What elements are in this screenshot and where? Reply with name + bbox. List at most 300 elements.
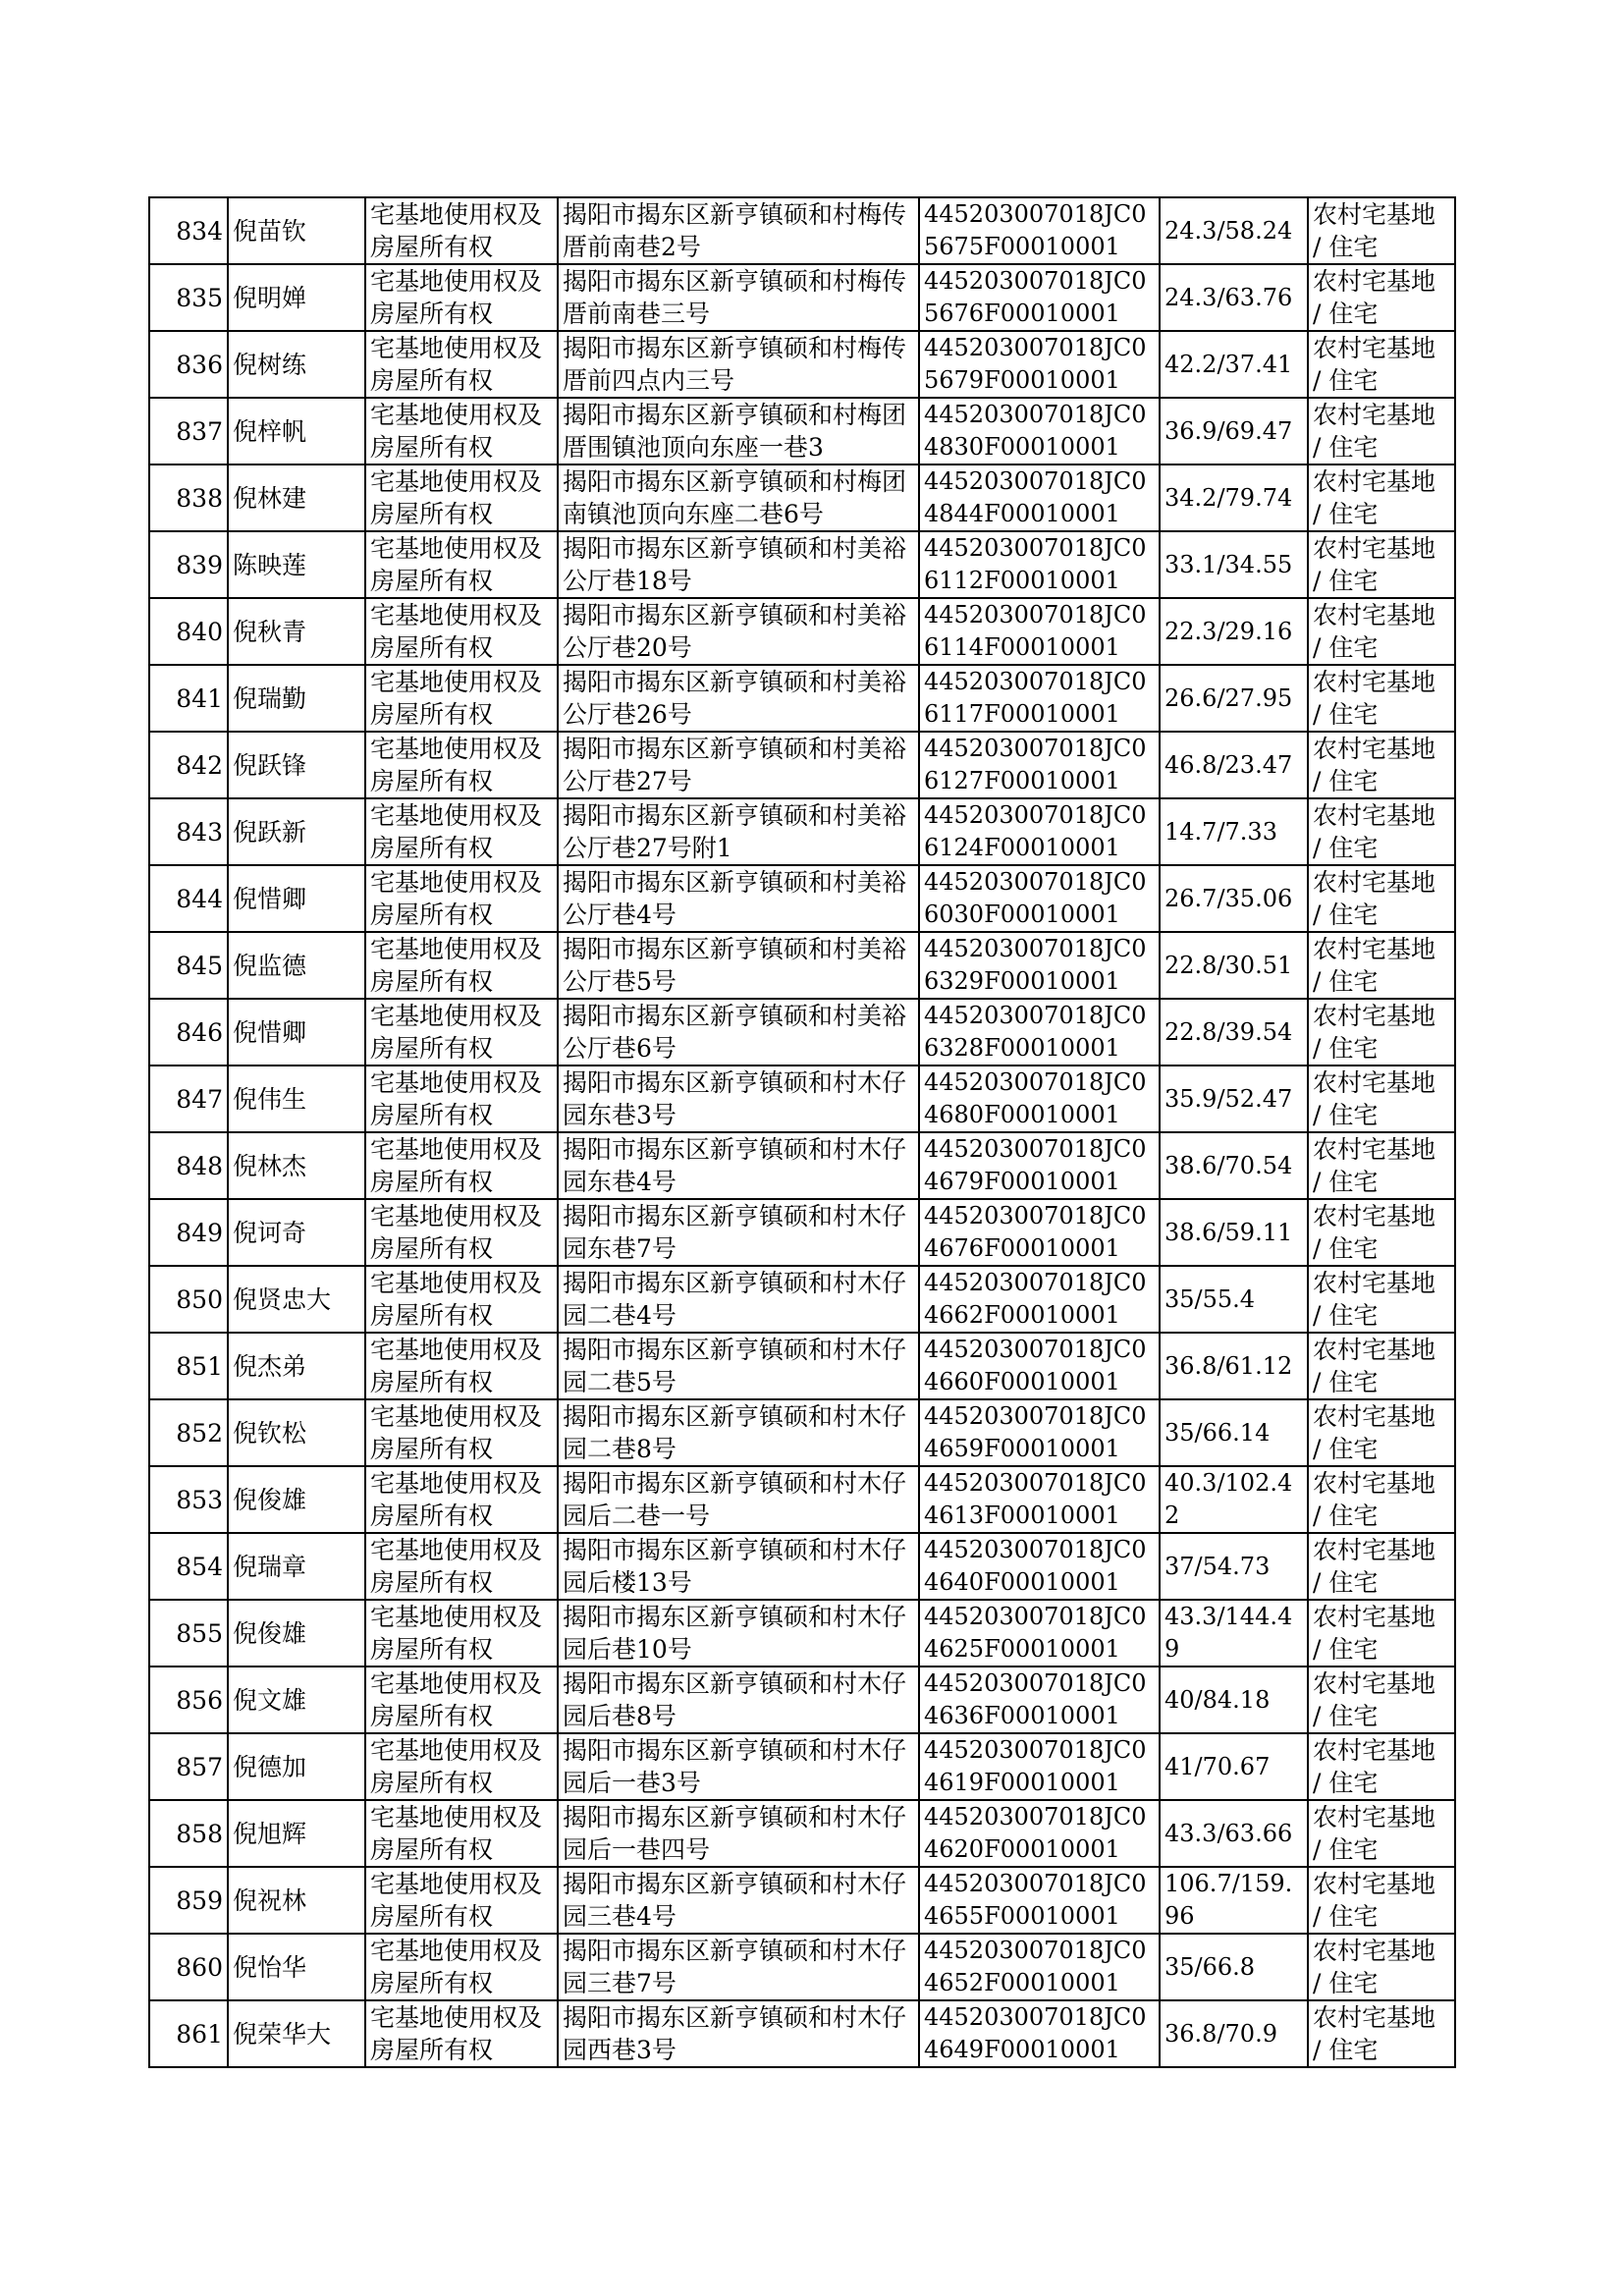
right-type-text: 宅基地使用权及房屋所有权 bbox=[370, 1736, 543, 1797]
unit-code bbox=[919, 865, 1160, 932]
table-row bbox=[149, 1132, 1455, 1199]
land-use bbox=[1308, 1600, 1455, 1667]
property-address bbox=[558, 865, 919, 932]
right-type bbox=[365, 598, 558, 665]
table-row bbox=[149, 1733, 1455, 1800]
property-address-text: 揭阳市揭东区新亨镇硕和村木仔园二巷4号 bbox=[563, 1269, 907, 1330]
unit-code bbox=[919, 331, 1160, 398]
area-value bbox=[1160, 264, 1308, 331]
right-type-text: 宅基地使用权及房屋所有权 bbox=[370, 267, 543, 328]
land-use bbox=[1308, 1667, 1455, 1733]
right-type bbox=[365, 1399, 558, 1466]
land-use-text: 农村宅基地 / 住宅 bbox=[1313, 1603, 1436, 1664]
land-use-text: 农村宅基地 / 住宅 bbox=[1313, 1135, 1436, 1196]
right-type-text: 宅基地使用权及房屋所有权 bbox=[370, 601, 543, 662]
owner-name-text: 倪钦松 bbox=[233, 1418, 307, 1448]
land-use-text: 农村宅基地 / 住宅 bbox=[1313, 2003, 1436, 2064]
right-type-text: 宅基地使用权及房屋所有权 bbox=[370, 1803, 543, 1864]
row-number-text: 857 bbox=[176, 1752, 223, 1781]
unit-code bbox=[919, 1533, 1160, 1600]
area-value-text: 34.2/79.74 bbox=[1164, 483, 1293, 512]
unit-code bbox=[919, 999, 1160, 1066]
property-address bbox=[558, 331, 919, 398]
table-row bbox=[149, 531, 1455, 598]
right-type bbox=[365, 197, 558, 264]
land-use-text: 农村宅基地 / 住宅 bbox=[1313, 1402, 1436, 1463]
unit-code-text: 445203007018JC04659F00010001 bbox=[924, 1402, 1147, 1462]
table-row bbox=[149, 932, 1455, 999]
land-use bbox=[1308, 2000, 1455, 2067]
row-number bbox=[149, 1667, 228, 1733]
owner-name bbox=[228, 1667, 365, 1733]
right-type-text: 宅基地使用权及房屋所有权 bbox=[370, 1870, 543, 1931]
row-number bbox=[149, 398, 228, 464]
area-value bbox=[1160, 1333, 1308, 1399]
owner-name bbox=[228, 1066, 365, 1132]
owner-name bbox=[228, 197, 365, 264]
row-number bbox=[149, 1733, 228, 1800]
property-address-text: 揭阳市揭东区新亨镇硕和村木仔园东巷4号 bbox=[563, 1135, 907, 1196]
property-address bbox=[558, 1600, 919, 1667]
land-use bbox=[1308, 531, 1455, 598]
right-type bbox=[365, 531, 558, 598]
unit-code bbox=[919, 1466, 1160, 1533]
unit-code-text: 445203007018JC06117F00010001 bbox=[924, 668, 1147, 728]
table-row bbox=[149, 1199, 1455, 1266]
area-value-text: 43.3/144.49 bbox=[1164, 1603, 1293, 1663]
unit-code bbox=[919, 1867, 1160, 1934]
right-type bbox=[365, 1667, 558, 1733]
table-row bbox=[149, 865, 1455, 932]
land-use bbox=[1308, 398, 1455, 464]
row-number bbox=[149, 1800, 228, 1867]
land-use bbox=[1308, 464, 1455, 531]
right-type bbox=[365, 264, 558, 331]
row-number-text: 849 bbox=[176, 1218, 223, 1247]
property-address-text: 揭阳市揭东区新亨镇硕和村梅传厝前南巷三号 bbox=[563, 267, 907, 328]
property-address bbox=[558, 1399, 919, 1466]
owner-name-text: 倪瑞章 bbox=[233, 1552, 307, 1581]
right-type bbox=[365, 798, 558, 865]
property-address-text: 揭阳市揭东区新亨镇硕和村木仔园东巷7号 bbox=[563, 1202, 907, 1263]
unit-code-text: 445203007018JC04655F00010001 bbox=[924, 1870, 1147, 1930]
unit-code bbox=[919, 398, 1160, 464]
property-address bbox=[558, 464, 919, 531]
land-use bbox=[1308, 1800, 1455, 1867]
row-number-text: 839 bbox=[176, 550, 223, 579]
owner-name-text: 倪文雄 bbox=[233, 1685, 307, 1715]
unit-code-text: 445203007018JC04844F00010001 bbox=[924, 467, 1147, 527]
owner-name bbox=[228, 732, 365, 798]
property-address-text: 揭阳市揭东区新亨镇硕和村梅团南镇池顶向东座二巷6号 bbox=[563, 467, 907, 528]
owner-name bbox=[228, 1132, 365, 1199]
area-value-text: 41/70.67 bbox=[1164, 1752, 1271, 1780]
unit-code-text: 445203007018JC04613F00010001 bbox=[924, 1469, 1147, 1529]
row-number-text: 855 bbox=[176, 1618, 223, 1648]
area-value bbox=[1160, 1600, 1308, 1667]
property-address-text: 揭阳市揭东区新亨镇硕和村梅传厝前南巷2号 bbox=[563, 200, 907, 261]
right-type bbox=[365, 932, 558, 999]
owner-name bbox=[228, 999, 365, 1066]
row-number-text: 835 bbox=[176, 283, 223, 312]
land-use-text: 农村宅基地 / 住宅 bbox=[1313, 868, 1436, 929]
land-use bbox=[1308, 1333, 1455, 1399]
row-number bbox=[149, 598, 228, 665]
owner-name bbox=[228, 531, 365, 598]
land-use bbox=[1308, 732, 1455, 798]
area-value bbox=[1160, 1466, 1308, 1533]
land-use-text: 农村宅基地 / 住宅 bbox=[1313, 668, 1436, 729]
right-type bbox=[365, 1466, 558, 1533]
owner-name-text: 倪俊雄 bbox=[233, 1618, 307, 1648]
row-number-text: 843 bbox=[176, 817, 223, 847]
table-row bbox=[149, 398, 1455, 464]
property-address bbox=[558, 932, 919, 999]
row-number bbox=[149, 1399, 228, 1466]
land-use bbox=[1308, 932, 1455, 999]
table-row bbox=[149, 1266, 1455, 1333]
unit-code-text: 445203007018JC06112F00010001 bbox=[924, 534, 1147, 594]
owner-name bbox=[228, 1199, 365, 1266]
table-row bbox=[149, 1466, 1455, 1533]
property-address-text: 揭阳市揭东区新亨镇硕和村美裕公厅巷26号 bbox=[563, 668, 907, 729]
property-address bbox=[558, 1333, 919, 1399]
owner-name bbox=[228, 264, 365, 331]
right-type bbox=[365, 999, 558, 1066]
area-value-text: 106.7/159.96 bbox=[1164, 1870, 1293, 1930]
right-type bbox=[365, 1199, 558, 1266]
property-address-text: 揭阳市揭东区新亨镇硕和村木仔园后楼13号 bbox=[563, 1536, 907, 1597]
area-value-text: 43.3/63.66 bbox=[1164, 1819, 1293, 1847]
unit-code-text: 445203007018JC06124F00010001 bbox=[924, 801, 1147, 861]
area-value-text: 14.7/7.33 bbox=[1164, 817, 1277, 846]
property-address bbox=[558, 1533, 919, 1600]
property-address-text: 揭阳市揭东区新亨镇硕和村木仔园后二巷一号 bbox=[563, 1469, 907, 1530]
property-address bbox=[558, 1934, 919, 2000]
unit-code-text: 445203007018JC06030F00010001 bbox=[924, 868, 1147, 928]
property-address-text: 揭阳市揭东区新亨镇硕和村木仔园三巷4号 bbox=[563, 1870, 907, 1931]
land-use bbox=[1308, 798, 1455, 865]
owner-name bbox=[228, 1934, 365, 2000]
owner-name bbox=[228, 1333, 365, 1399]
row-number bbox=[149, 1934, 228, 2000]
property-address bbox=[558, 1066, 919, 1132]
table-row bbox=[149, 264, 1455, 331]
row-number bbox=[149, 1066, 228, 1132]
owner-name bbox=[228, 798, 365, 865]
area-value-text: 35.9/52.47 bbox=[1164, 1084, 1293, 1113]
right-type-text: 宅基地使用权及房屋所有权 bbox=[370, 1135, 543, 1196]
unit-code-text: 445203007018JC04676F00010001 bbox=[924, 1202, 1147, 1262]
owner-name-text: 倪瑞勤 bbox=[233, 683, 307, 713]
row-number-text: 860 bbox=[176, 1952, 223, 1982]
right-type-text: 宅基地使用权及房屋所有权 bbox=[370, 1469, 543, 1530]
row-number-text: 834 bbox=[176, 216, 223, 246]
area-value-text: 22.8/30.51 bbox=[1164, 951, 1293, 979]
owner-name-text: 倪杰弟 bbox=[233, 1351, 307, 1381]
property-address-text: 揭阳市揭东区新亨镇硕和村美裕公厅巷4号 bbox=[563, 868, 907, 929]
property-address bbox=[558, 598, 919, 665]
table-row bbox=[149, 1066, 1455, 1132]
land-use-text: 农村宅基地 / 住宅 bbox=[1313, 1269, 1436, 1330]
row-number-text: 840 bbox=[176, 617, 223, 646]
right-type bbox=[365, 1066, 558, 1132]
table-row bbox=[149, 1934, 1455, 2000]
property-address-text: 揭阳市揭东区新亨镇硕和村木仔园后巷8号 bbox=[563, 1669, 907, 1730]
owner-name bbox=[228, 1533, 365, 1600]
unit-code-text: 445203007018JC04625F00010001 bbox=[924, 1603, 1147, 1663]
row-number-text: 858 bbox=[176, 1819, 223, 1848]
area-value-text: 38.6/70.54 bbox=[1164, 1151, 1293, 1179]
owner-name bbox=[228, 598, 365, 665]
area-value bbox=[1160, 798, 1308, 865]
row-number bbox=[149, 865, 228, 932]
property-address bbox=[558, 1266, 919, 1333]
unit-code-text: 445203007018JC04649F00010001 bbox=[924, 2003, 1147, 2063]
land-use-text: 农村宅基地 / 住宅 bbox=[1313, 1536, 1436, 1597]
land-use-text: 农村宅基地 / 住宅 bbox=[1313, 1336, 1436, 1396]
property-address-text: 揭阳市揭东区新亨镇硕和村木仔园后巷10号 bbox=[563, 1603, 907, 1664]
area-value bbox=[1160, 932, 1308, 999]
owner-name-text: 倪俊雄 bbox=[233, 1485, 307, 1514]
row-number-text: 842 bbox=[176, 750, 223, 780]
row-number bbox=[149, 665, 228, 732]
right-type bbox=[365, 1867, 558, 1934]
land-use-text: 农村宅基地 / 住宅 bbox=[1313, 1937, 1436, 1997]
property-address bbox=[558, 2000, 919, 2067]
unit-code bbox=[919, 1399, 1160, 1466]
area-value bbox=[1160, 2000, 1308, 2067]
unit-code bbox=[919, 665, 1160, 732]
property-address bbox=[558, 1466, 919, 1533]
right-type-text: 宅基地使用权及房屋所有权 bbox=[370, 1002, 543, 1063]
area-value-text: 36.8/61.12 bbox=[1164, 1351, 1293, 1380]
right-type-text: 宅基地使用权及房屋所有权 bbox=[370, 1937, 543, 1997]
owner-name-text: 倪贤忠大 bbox=[233, 1284, 332, 1314]
unit-code bbox=[919, 1132, 1160, 1199]
land-use bbox=[1308, 665, 1455, 732]
land-use bbox=[1308, 264, 1455, 331]
property-address bbox=[558, 665, 919, 732]
area-value bbox=[1160, 1266, 1308, 1333]
right-type-text: 宅基地使用权及房屋所有权 bbox=[370, 2003, 543, 2064]
row-number bbox=[149, 464, 228, 531]
right-type bbox=[365, 398, 558, 464]
property-address bbox=[558, 1733, 919, 1800]
table-row bbox=[149, 1399, 1455, 1466]
row-number bbox=[149, 1199, 228, 1266]
right-type-text: 宅基地使用权及房屋所有权 bbox=[370, 1603, 543, 1664]
unit-code bbox=[919, 2000, 1160, 2067]
right-type bbox=[365, 1733, 558, 1800]
row-number-text: 837 bbox=[176, 416, 223, 446]
table-row bbox=[149, 999, 1455, 1066]
area-value-text: 37/54.73 bbox=[1164, 1552, 1271, 1580]
owner-name-text: 倪跃锋 bbox=[233, 750, 307, 780]
area-value-text: 22.8/39.54 bbox=[1164, 1017, 1293, 1046]
owner-name bbox=[228, 1266, 365, 1333]
area-value bbox=[1160, 1934, 1308, 2000]
right-type-text: 宅基地使用权及房屋所有权 bbox=[370, 868, 543, 929]
property-address-text: 揭阳市揭东区新亨镇硕和村木仔园三巷7号 bbox=[563, 1937, 907, 1997]
area-value-text: 26.6/27.95 bbox=[1164, 683, 1293, 712]
area-value-text: 35/55.4 bbox=[1164, 1284, 1256, 1313]
property-address-text: 揭阳市揭东区新亨镇硕和村木仔园二巷8号 bbox=[563, 1402, 907, 1463]
land-use bbox=[1308, 1867, 1455, 1934]
area-value bbox=[1160, 999, 1308, 1066]
land-use bbox=[1308, 331, 1455, 398]
area-value bbox=[1160, 732, 1308, 798]
area-value bbox=[1160, 398, 1308, 464]
right-type-text: 宅基地使用权及房屋所有权 bbox=[370, 801, 543, 862]
row-number-text: 853 bbox=[176, 1485, 223, 1514]
unit-code bbox=[919, 1800, 1160, 1867]
area-value bbox=[1160, 665, 1308, 732]
right-type-text: 宅基地使用权及房屋所有权 bbox=[370, 1202, 543, 1263]
property-address-text: 揭阳市揭东区新亨镇硕和村木仔园西巷3号 bbox=[563, 2003, 907, 2064]
row-number-text: 838 bbox=[176, 483, 223, 513]
land-use-text: 农村宅基地 / 住宅 bbox=[1313, 1469, 1436, 1530]
owner-name-text: 倪惜卿 bbox=[233, 884, 307, 913]
land-use bbox=[1308, 1533, 1455, 1600]
owner-name-text: 倪林杰 bbox=[233, 1151, 307, 1180]
area-value bbox=[1160, 1667, 1308, 1733]
owner-name-text: 倪德加 bbox=[233, 1752, 307, 1781]
owner-name-text: 倪荣华大 bbox=[233, 2019, 332, 2049]
row-number-text: 844 bbox=[176, 884, 223, 913]
unit-code-text: 445203007018JC05679F00010001 bbox=[924, 334, 1147, 394]
area-value-text: 35/66.8 bbox=[1164, 1952, 1256, 1981]
unit-code bbox=[919, 464, 1160, 531]
area-value bbox=[1160, 1199, 1308, 1266]
unit-code bbox=[919, 1199, 1160, 1266]
area-value-text: 38.6/59.11 bbox=[1164, 1218, 1293, 1246]
unit-code bbox=[919, 1266, 1160, 1333]
right-type bbox=[365, 1333, 558, 1399]
area-value bbox=[1160, 598, 1308, 665]
property-address-text: 揭阳市揭东区新亨镇硕和村木仔园二巷5号 bbox=[563, 1336, 907, 1396]
unit-code bbox=[919, 1600, 1160, 1667]
owner-name-text: 倪伟生 bbox=[233, 1084, 307, 1114]
right-type-text: 宅基地使用权及房屋所有权 bbox=[370, 668, 543, 729]
owner-name-text: 倪明婵 bbox=[233, 283, 307, 312]
right-type-text: 宅基地使用权及房屋所有权 bbox=[370, 1269, 543, 1330]
unit-code bbox=[919, 1667, 1160, 1733]
area-value bbox=[1160, 331, 1308, 398]
right-type bbox=[365, 1600, 558, 1667]
land-use-text: 农村宅基地 / 住宅 bbox=[1313, 601, 1436, 662]
unit-code-text: 445203007018JC04679F00010001 bbox=[924, 1135, 1147, 1195]
row-number-text: 856 bbox=[176, 1685, 223, 1715]
land-use bbox=[1308, 1733, 1455, 1800]
owner-name bbox=[228, 1399, 365, 1466]
table-row bbox=[149, 1867, 1455, 1934]
right-type-text: 宅基地使用权及房屋所有权 bbox=[370, 1068, 543, 1129]
right-type-text: 宅基地使用权及房屋所有权 bbox=[370, 334, 543, 395]
area-value bbox=[1160, 865, 1308, 932]
land-use-text: 农村宅基地 / 住宅 bbox=[1313, 801, 1436, 862]
right-type-text: 宅基地使用权及房屋所有权 bbox=[370, 1402, 543, 1463]
area-value-text: 36.8/70.9 bbox=[1164, 2019, 1277, 2048]
land-use-text: 农村宅基地 / 住宅 bbox=[1313, 1669, 1436, 1730]
row-number-text: 852 bbox=[176, 1418, 223, 1448]
property-address bbox=[558, 1199, 919, 1266]
unit-code-text: 445203007018JC04680F00010001 bbox=[924, 1068, 1147, 1128]
owner-name bbox=[228, 865, 365, 932]
area-value bbox=[1160, 197, 1308, 264]
owner-name-text: 倪梓帆 bbox=[233, 416, 307, 446]
table-row bbox=[149, 665, 1455, 732]
table-row bbox=[149, 798, 1455, 865]
table-row bbox=[149, 2000, 1455, 2067]
row-number-text: 850 bbox=[176, 1284, 223, 1314]
land-use bbox=[1308, 1199, 1455, 1266]
table-row bbox=[149, 1333, 1455, 1399]
right-type bbox=[365, 1533, 558, 1600]
unit-code-text: 445203007018JC04830F00010001 bbox=[924, 401, 1147, 461]
unit-code-text: 445203007018JC04620F00010001 bbox=[924, 1803, 1147, 1863]
right-type bbox=[365, 1934, 558, 2000]
land-use-text: 农村宅基地 / 住宅 bbox=[1313, 1736, 1436, 1797]
area-value-text: 40.3/102.42 bbox=[1164, 1469, 1293, 1529]
right-type bbox=[365, 1132, 558, 1199]
land-use-text: 农村宅基地 / 住宅 bbox=[1313, 200, 1436, 261]
unit-code-text: 445203007018JC04640F00010001 bbox=[924, 1536, 1147, 1596]
owner-name bbox=[228, 398, 365, 464]
row-number-text: 848 bbox=[176, 1151, 223, 1180]
owner-name bbox=[228, 1733, 365, 1800]
property-address-text: 揭阳市揭东区新亨镇硕和村美裕公厅巷20号 bbox=[563, 601, 907, 662]
right-type-text: 宅基地使用权及房屋所有权 bbox=[370, 935, 543, 996]
land-use-text: 农村宅基地 / 住宅 bbox=[1313, 1803, 1436, 1864]
land-use-text: 农村宅基地 / 住宅 bbox=[1313, 1202, 1436, 1263]
unit-code-text: 445203007018JC05675F00010001 bbox=[924, 200, 1147, 260]
right-type bbox=[365, 331, 558, 398]
owner-name-text: 倪林建 bbox=[233, 483, 307, 513]
owner-name-text: 倪祝林 bbox=[233, 1885, 307, 1915]
land-use bbox=[1308, 1466, 1455, 1533]
table-row bbox=[149, 1533, 1455, 1600]
area-value bbox=[1160, 1399, 1308, 1466]
land-use bbox=[1308, 1934, 1455, 2000]
row-number bbox=[149, 1867, 228, 1934]
table-row bbox=[149, 1667, 1455, 1733]
unit-code bbox=[919, 1733, 1160, 1800]
unit-code-text: 445203007018JC06328F00010001 bbox=[924, 1002, 1147, 1062]
property-address-text: 揭阳市揭东区新亨镇硕和村美裕公厅巷18号 bbox=[563, 534, 907, 595]
unit-code-text: 445203007018JC04662F00010001 bbox=[924, 1269, 1147, 1329]
property-address bbox=[558, 1132, 919, 1199]
property-address bbox=[558, 798, 919, 865]
row-number bbox=[149, 932, 228, 999]
owner-name bbox=[228, 1867, 365, 1934]
row-number bbox=[149, 1600, 228, 1667]
table-row bbox=[149, 197, 1455, 264]
property-address bbox=[558, 999, 919, 1066]
row-number bbox=[149, 732, 228, 798]
owner-name bbox=[228, 1466, 365, 1533]
owner-name-text: 倪苗钦 bbox=[233, 216, 307, 246]
owner-name bbox=[228, 932, 365, 999]
unit-code bbox=[919, 798, 1160, 865]
right-type-text: 宅基地使用权及房屋所有权 bbox=[370, 1536, 543, 1597]
land-use-text: 农村宅基地 / 住宅 bbox=[1313, 401, 1436, 462]
row-number bbox=[149, 999, 228, 1066]
right-type-text: 宅基地使用权及房屋所有权 bbox=[370, 401, 543, 462]
area-value-text: 36.9/69.47 bbox=[1164, 416, 1293, 445]
unit-code bbox=[919, 598, 1160, 665]
row-number-text: 846 bbox=[176, 1017, 223, 1047]
